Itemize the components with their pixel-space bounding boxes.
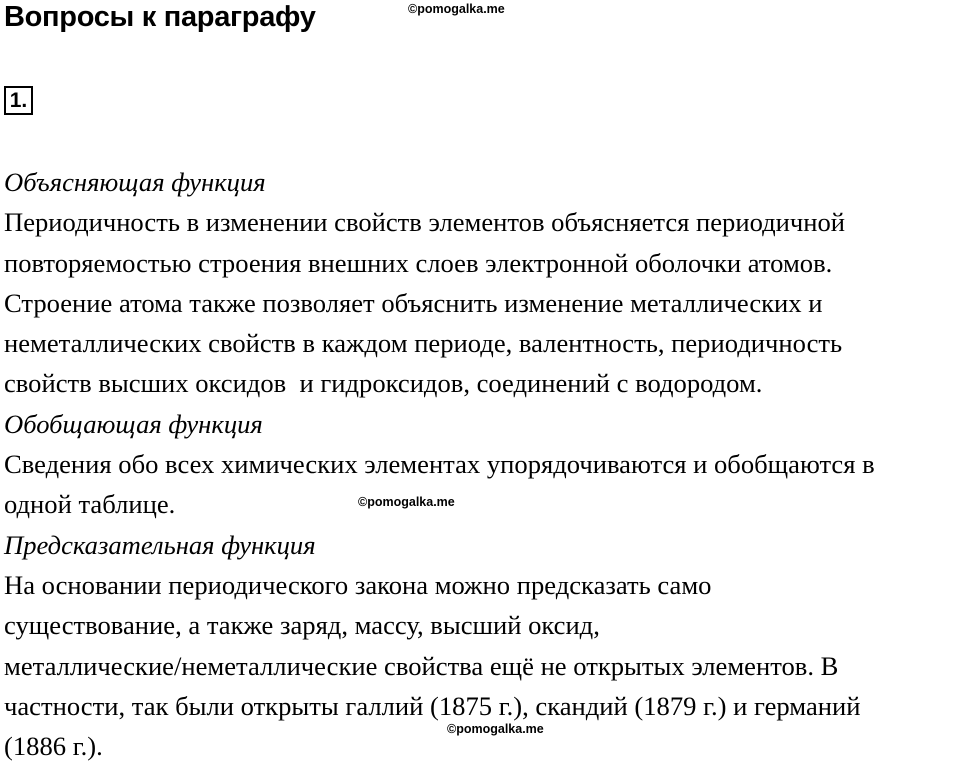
subheading-explanatory-function: Объясняющая функция xyxy=(4,167,266,197)
watermark: ©pomogalka.me xyxy=(408,2,505,16)
text-line: На основании периодического закона можно предсказать само xyxy=(4,569,712,600)
text-line: свойств высших оксидов и гидроксидов, соединений с водородом. xyxy=(4,368,763,399)
subheading-predictive-function: Предсказательная функция xyxy=(4,529,316,560)
watermark: ©pomogalka.me xyxy=(447,722,544,736)
text-line: металлические/неметаллические свойства ещё не открытых элементов. В xyxy=(4,650,839,681)
answer-text xyxy=(4,162,960,766)
text-line: частности, так были открыты галлий (1875 г.), скандий (1879 г.) и германий xyxy=(4,690,861,721)
text-line: неметаллических свойств в каждом периоде, валентность, периодичность xyxy=(4,328,843,359)
text-line: Периодичность в изменении свойств элементов объясняется периодичной xyxy=(4,207,846,238)
text-line: Строение атома также позволяет объяснить изменение металлических и xyxy=(4,287,823,318)
text-line: существование, а также заряд, массу, высший оксид, xyxy=(4,610,600,641)
watermark: ©pomogalka.me xyxy=(358,495,455,509)
section-heading: Вопросы к параграфу xyxy=(4,1,316,33)
text-line: (1886 г.). xyxy=(4,731,103,762)
text-line: Сведения обо всех химических элементах упорядочиваются и обобщаются в xyxy=(4,449,875,480)
question-number: 1. xyxy=(4,86,33,115)
text-line: одной таблице. xyxy=(4,489,176,520)
text-line: повторяемостью строения внешних слоев электронной оболочки атомов. xyxy=(4,247,833,278)
subheading-generalizing-function: Обобщающая функция xyxy=(4,408,263,439)
